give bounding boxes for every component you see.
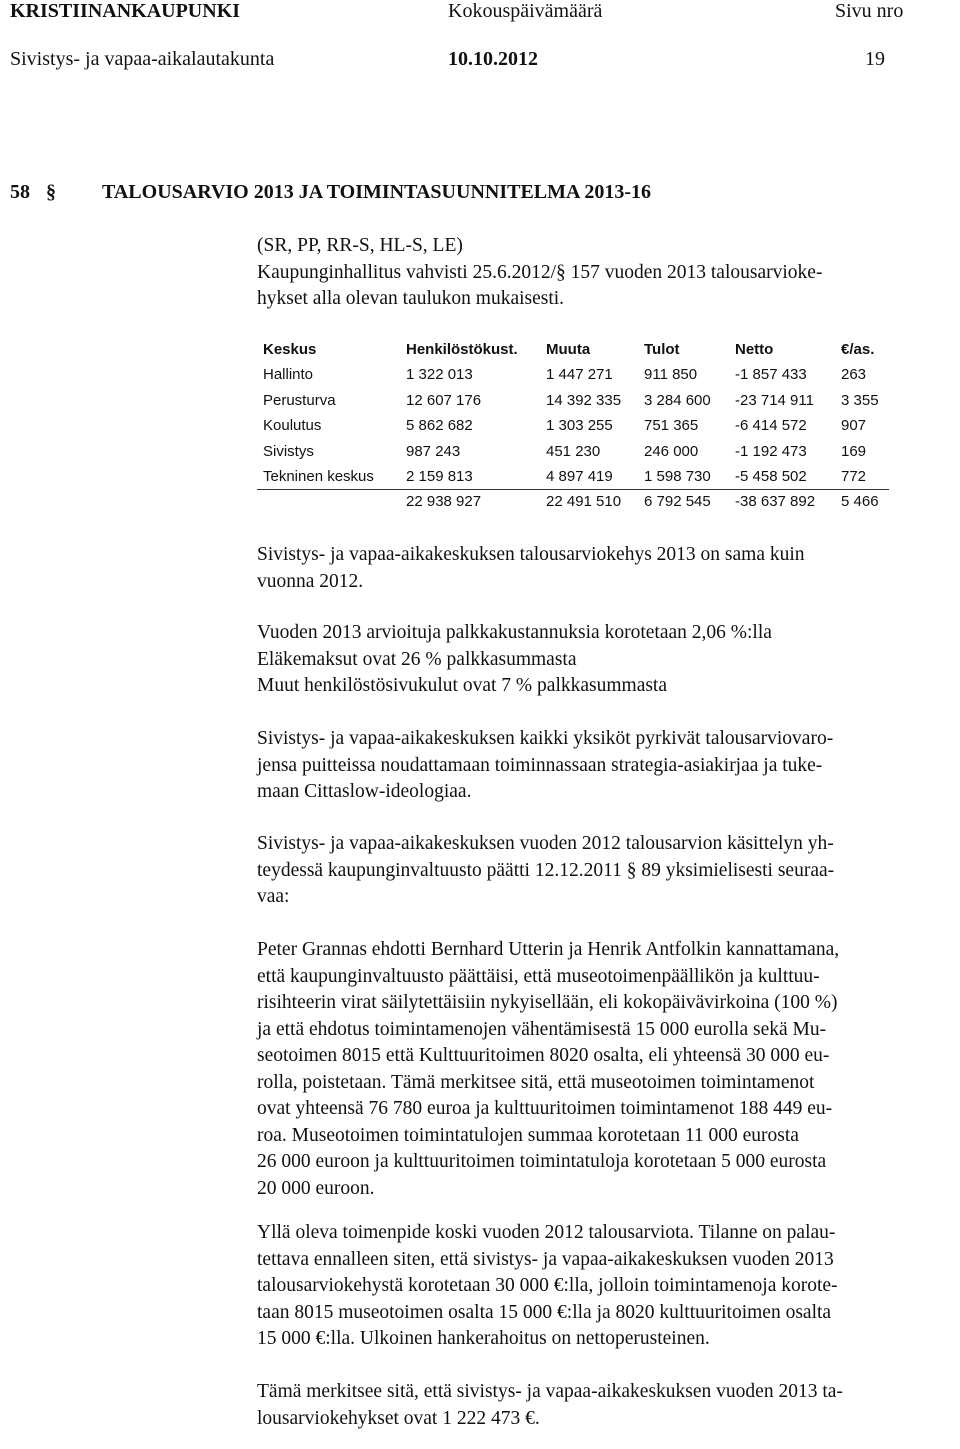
paragraph — [257, 620, 952, 700]
column-header: Muuta — [546, 341, 591, 358]
intro-line: Kaupunginhallitus vahvisti 25.6.2012/§ 157 vuoden 2013 talousarvioke- — [257, 261, 823, 283]
table-cell: -6 414 572 — [735, 417, 807, 435]
paragraph-line: Sivistys- ja vapaa-aikakeskuksen kaikki yksiköt pyrkivät talousarviovaro- — [257, 728, 834, 749]
paragraph-line: Vuoden 2013 arvioituja palkkakustannuksia korotetaan 2,06 %:lla — [257, 622, 772, 643]
budget-table — [257, 337, 889, 515]
paragraph — [257, 831, 952, 911]
paragraph-sign: § — [46, 181, 56, 203]
paragraph-line: risihteerin virat säilytettäisiin nykyisellään, eli kokopäivävirkoina (100 %) — [257, 992, 838, 1013]
paragraph-line: jensa puitteissa noudattamaan toiminnassaan strategia-asiakirjaa ja tuke- — [257, 754, 823, 776]
table-cell: Sivistys — [263, 442, 314, 460]
table-row — [257, 388, 889, 413]
table-cell: 3 355 — [841, 391, 879, 409]
table-cell: 12 607 176 — [406, 391, 482, 409]
table-cell: 751 365 — [644, 417, 699, 435]
table-cell: 907 — [841, 417, 867, 435]
table-cell: 1 447 271 — [546, 366, 613, 384]
paragraph-line: vuonna 2012. — [257, 570, 364, 592]
table-cell: 3 284 600 — [644, 391, 711, 409]
table-cell: 246 000 — [644, 442, 699, 460]
section-number: 58 — [10, 181, 30, 203]
table-cell: 169 — [841, 442, 867, 460]
table-cell: Hallinto — [263, 366, 314, 384]
table-cell: Koulutus — [263, 417, 322, 435]
intro-block — [257, 233, 952, 313]
table-cell: 263 — [841, 366, 867, 384]
column-header: Henkilöstökust. — [406, 341, 518, 358]
paragraph-line: talousarviokehystä korotetaan 30 000 €:lla, jolloin toimintamenoja korote- — [257, 1275, 838, 1296]
paragraph-line: 15 000 €:lla. Ulkoinen hankerahoitus on nettoperusteinen. — [257, 1328, 710, 1349]
paragraph-line: Peter Grannas ehdotti Bernhard Utterin ja Henrik Antfolkin kannattamana, — [257, 939, 840, 960]
paragraph-line: Tämä merkitsee sitä, että sivistys- ja vapaa-aikakeskuksen vuoden 2013 ta- — [257, 1381, 843, 1402]
paragraph-line: että kaupunginvaltuusto päättäisi, että museotoimenpäällikön ja kulttuu- — [257, 965, 820, 987]
table-cell: 6 792 545 — [644, 493, 711, 511]
table-cell: 911 850 — [644, 366, 698, 384]
table-cell: 22 491 510 — [546, 493, 622, 511]
paragraph-line: tettava ennalleen siten, että sivistys- ja vapaa-aikakeskuksen vuoden 2013 — [257, 1248, 834, 1270]
table-cell: 772 — [841, 467, 867, 485]
table-cell: -1 192 473 — [735, 442, 807, 460]
date-label: Kokouspäivämäärä — [448, 0, 603, 22]
table-total-row — [257, 489, 889, 514]
table-row — [257, 464, 889, 489]
table-row — [257, 439, 889, 464]
paragraph-line: 20 000 euroon. — [257, 1177, 375, 1199]
page-number: 19 — [865, 48, 885, 70]
intro-abbreviations: (SR, PP, RR-S, HL-S, LE) — [257, 235, 463, 256]
table-cell: -38 637 892 — [735, 493, 816, 511]
paragraph — [257, 726, 952, 806]
paragraph — [257, 1220, 952, 1353]
document-header-bottom — [10, 48, 950, 74]
paragraph-line: seotoimen 8015 että Kulttuuritoimen 8020 osalta, eli yhteensä 30 000 eu- — [257, 1045, 830, 1066]
paragraph — [257, 1379, 952, 1432]
table-cell: 2 159 813 — [406, 467, 473, 485]
column-header: €/as. — [841, 341, 875, 358]
paragraph-line: Muut henkilöstösivukulut ovat 7 % palkkasummasta — [257, 675, 668, 696]
paragraph-line: Sivistys- ja vapaa-aikakeskuksen talousarviokehys 2013 on sama kuin — [257, 544, 805, 565]
table-cell: 1 322 013 — [406, 366, 473, 384]
table-cell: 4 897 419 — [546, 467, 613, 485]
table-cell: -1 857 433 — [735, 366, 807, 384]
table-cell: 5 862 682 — [406, 417, 473, 435]
table-cell: 1 598 730 — [644, 467, 711, 485]
section-title: TALOUSARVIO 2013 JA TOIMINTASUUNNITELMA 2013-16 — [102, 181, 652, 203]
committee-name: Sivistys- ja vapaa-aikalautakunta — [10, 48, 275, 70]
paragraph-line: maan Cittaslow-ideologiaa. — [257, 781, 472, 802]
meeting-date: 10.10.2012 — [448, 48, 538, 70]
paragraph-line: roa. Museotoimen toimintatulojen summaa korotetaan 11 000 eurosta — [257, 1124, 799, 1146]
paragraph-line: rolla, poistetaan. Tämä merkitsee sitä, että museotoimen toimintamenot — [257, 1071, 815, 1093]
intro-line: hykset alla olevan taulukon mukaisesti. — [257, 288, 565, 309]
organization-name: KRISTIINANKAUPUNKI — [10, 0, 241, 22]
table-cell: 1 303 255 — [546, 417, 613, 435]
paragraph-line: Eläkemaksut ovat 26 % palkkasummasta — [257, 648, 577, 670]
paragraph-line: taan 8015 museotoimen osalta 15 000 €:lla ja 8020 kulttuuritoimen osalta — [257, 1301, 832, 1323]
paragraph-line: Yllä oleva toimenpide koski vuoden 2012 talousarviota. Tilanne on palau- — [257, 1222, 836, 1243]
document-header-top — [10, 0, 950, 26]
table-cell: 5 466 — [841, 493, 879, 511]
column-header: Netto — [735, 341, 774, 358]
paragraph — [257, 937, 952, 1202]
table-row — [257, 413, 889, 438]
table-cell: Perusturva — [263, 391, 336, 409]
paragraph-line: teydessä kaupunginvaltuusto päätti 12.12.2011 § 89 yksimielisesti seuraa- — [257, 859, 835, 881]
paragraph-line: ja että ehdotus toimintamenojen vähentämisestä 15 000 eurolla sekä Mu- — [257, 1018, 827, 1040]
column-header: Tulot — [644, 341, 680, 358]
table-cell: 14 392 335 — [546, 391, 622, 409]
paragraph-line: Sivistys- ja vapaa-aikakeskuksen vuoden 2012 talousarvion käsittelyn yh- — [257, 833, 834, 854]
paragraph-line: vaa: — [257, 886, 290, 907]
table-cell: -23 714 911 — [735, 391, 814, 409]
column-header: Keskus — [263, 341, 317, 358]
table-header-row — [257, 337, 889, 362]
table-row — [257, 362, 889, 387]
paragraph — [257, 542, 952, 595]
paragraph-line: 26 000 euroon ja kulttuuritoimen toimintatuloja korotetaan 5 000 eurosta — [257, 1151, 827, 1172]
table-cell: -5 458 502 — [735, 467, 807, 485]
table-cell: 22 938 927 — [406, 493, 482, 511]
paragraph-line: ovat yhteensä 76 780 euroa ja kulttuuritoimen toimintamenot 188 449 eu- — [257, 1098, 833, 1119]
table-cell: 451 230 — [546, 442, 601, 460]
table-cell: 987 243 — [406, 442, 461, 460]
page-label: Sivu nro — [835, 0, 904, 22]
table-cell: Tekninen keskus — [263, 467, 374, 485]
paragraph-line: lousarviokehykset ovat 1 222 473 €. — [257, 1407, 540, 1429]
